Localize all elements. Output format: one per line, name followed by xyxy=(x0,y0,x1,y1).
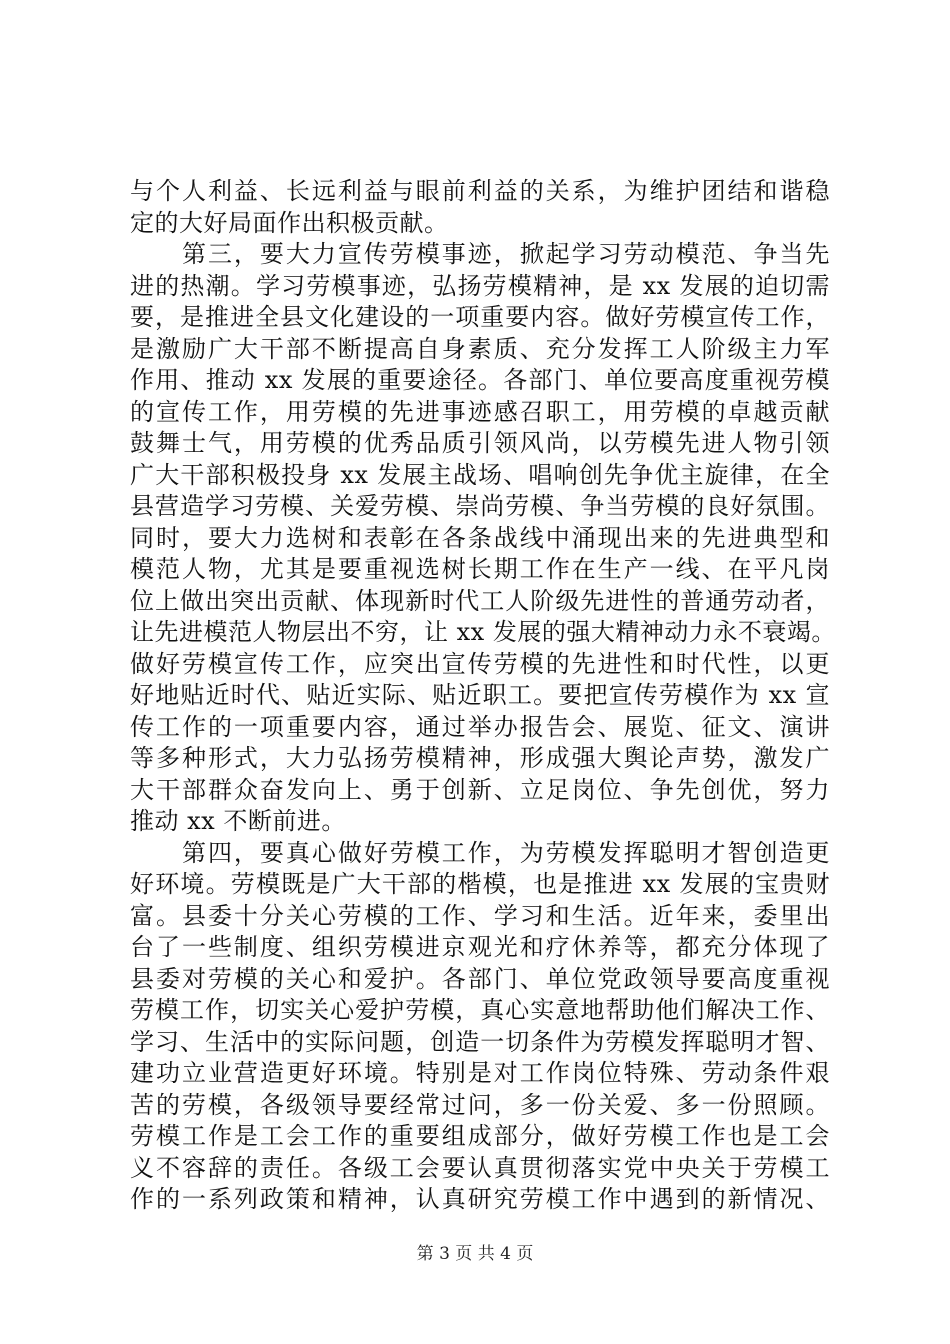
text-line: 劳模工作，切实关心爱护劳模，真心实意地帮助他们解决工作、 xyxy=(130,996,830,1024)
text-line: 好环境。劳模既是广大干部的楷模，也是推进 xx 发展的宝贵财 xyxy=(130,870,830,898)
text-line: 作的一系列政策和精神，认真研究劳模工作中遇到的新情况、 xyxy=(130,1185,830,1213)
text-line: 广大干部积极投身 xx 发展主战场、唱响创先争优主旋律，在全 xyxy=(130,460,830,489)
text-line: 鼓舞士气，用劳模的优秀品质引领风尚，以劳模先进人物引领 xyxy=(130,429,830,457)
text-line: 好地贴近时代、贴近实际、贴近职工。要把宣传劳模作为 xx 宣 xyxy=(130,681,830,709)
text-line: 位上做出突出贡献、体现新时代工人阶级先进性的普通劳动者， xyxy=(130,586,830,615)
text-line: 与个人利益、长远利益与眼前利益的关系，为维护团结和谐稳 xyxy=(130,177,830,205)
text-line: 苦的劳模，各级领导要经常过问，多一份关爱、多一份照顾。 xyxy=(130,1090,830,1119)
text-line: 第四，要真心做好劳模工作，为劳模发挥聪明才智创造更 xyxy=(130,838,830,867)
text-line: 劳模工作是工会工作的重要组成部分，做好劳模工作也是工会 xyxy=(130,1122,830,1150)
text-line: 县营造学习劳模、关爱劳模、崇尚劳模、争当劳模的良好氛围。 xyxy=(130,492,830,520)
text-line: 模范人物，尤其是要重视选树长期工作在生产一线、在平凡岗 xyxy=(130,555,830,583)
text-line: 等多种形式，大力弘扬劳模精神，形成强大舆论声势，激发广 xyxy=(130,744,830,772)
text-line: 义不容辞的责任。各级工会要认真贯彻落实党中央关于劳模工 xyxy=(130,1153,830,1182)
text-line: 定的大好局面作出积极贡献。 xyxy=(130,208,449,237)
page-footer: 第 3 页 共 4 页 xyxy=(416,1244,534,1264)
text-line: 传工作的一项重要内容，通过举办报告会、展览、征文、演讲 xyxy=(130,712,830,741)
text-line: 第三，要大力宣传劳模事迹，掀起学习劳动模范、争当先 xyxy=(130,240,830,268)
text-line: 台了一些制度、组织劳模进京观光和疗休养等，都充分体现了 xyxy=(130,933,830,961)
text-line: 大干部群众奋发向上、勇于创新、立足岗位、争先创优，努力 xyxy=(130,775,830,804)
text-line: 作用、推动 xx 发展的重要途径。各部门、单位要高度重视劳模 xyxy=(130,366,830,394)
text-line: 要，是推进全县文化建设的一项重要内容。做好劳模宣传工作， xyxy=(130,303,830,331)
text-line: 是激励广大干部不断提高自身素质、充分发挥工人阶级主力军 xyxy=(130,334,830,363)
text-line: 做好劳模宣传工作，应突出宣传劳模的先进性和时代性，以更 xyxy=(130,649,830,678)
text-line: 同时，要大力选树和表彰在各条战线中涌现出来的先进典型和 xyxy=(130,523,830,552)
text-line: 的宣传工作，用劳模的先进事迹感召职工，用劳模的卓越贡献 xyxy=(130,397,830,426)
text-line: 富。县委十分关心劳模的工作、学习和生活。近年来，委里出 xyxy=(130,901,830,930)
text-line: 县委对劳模的关心和爱护。各部门、单位党政领导要高度重视 xyxy=(130,964,830,993)
text-line: 进的热潮。学习劳模事迹，弘扬劳模精神，是 xx 发展的迫切需 xyxy=(130,271,830,300)
text-line: 建功立业营造更好环境。特别是对工作岗位特殊、劳动条件艰 xyxy=(130,1059,830,1087)
text-line: 学习、生活中的实际问题，创造一切条件为劳模发挥聪明才智、 xyxy=(130,1027,830,1056)
text-line: 让先进模范人物层出不穷，让 xx 发展的强大精神动力永不衰竭。 xyxy=(130,618,836,646)
body-text xyxy=(130,176,836,1216)
text-line: 推动 xx 不断前进。 xyxy=(130,807,346,835)
